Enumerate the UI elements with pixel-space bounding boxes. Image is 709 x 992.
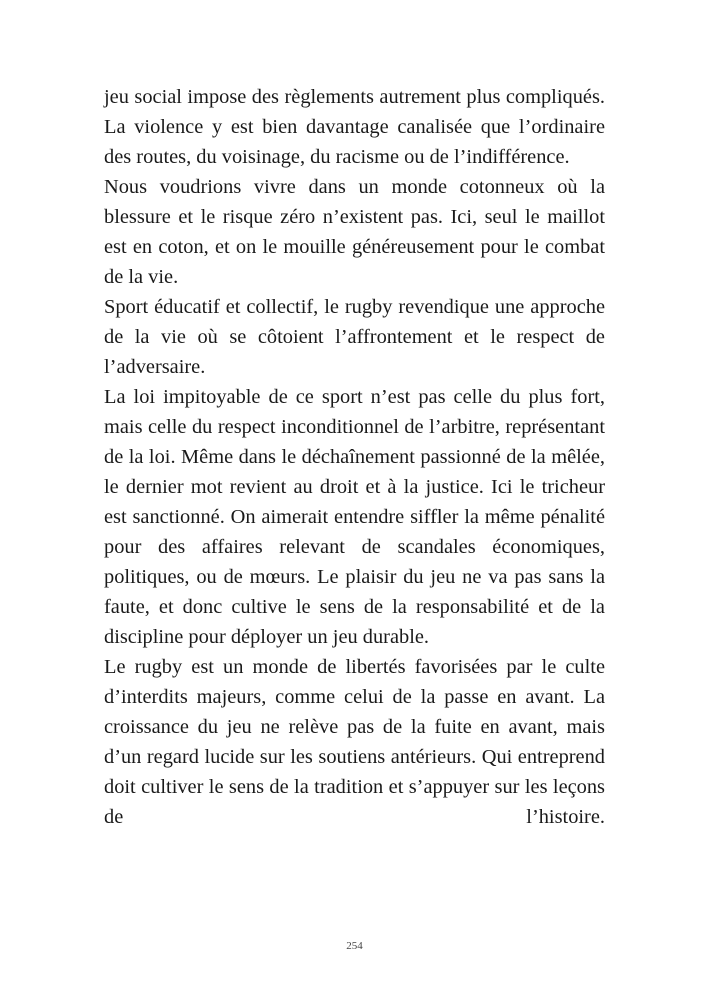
paragraph: jeu social impose des règlements autrement plus compliqués. La violence y est bien davantage canalisée que l’ordinaire des routes, du voisinage, du racisme ou de l’indifférence. bbox=[104, 86, 605, 168]
body-text bbox=[104, 82, 605, 832]
paragraph: La loi impitoyable de ce sport n’est pas celle du plus fort, mais celle du respect inconditionnel de l’arbitre, représentant de la loi. Même dans le déchaînement passionné de la mêlée, le dernier mot revient au droit et à la justice. Ici le tricheur est sanctionné. On aimerait entendre siffler la même pénalité pour des affaires relevant de scandales économiques, politiques, ou de mœurs. Le plaisir du jeu ne va pas sans la faute, et donc cultive le sens de la responsabilité et de la discipline pour déployer un jeu durable. bbox=[104, 386, 605, 648]
paragraph: Nous voudrions vivre dans un monde cotonneux où la blessure et le risque zéro n’existent pas. Ici, seul le maillot est en coton, et on le mouille généreusement pour le combat de la vie. bbox=[104, 176, 605, 288]
paragraph: Le rugby est un monde de libertés favorisées par le culte d’interdits majeurs, comme celui de la passe en avant. La croissance du jeu ne relève pas de la fuite en avant, mais d’un regard lucide sur les soutiens antérieurs. Qui entreprend doit cultiver le sens de la tradition et s’appuyer sur les leçons de l’histoire. bbox=[104, 656, 605, 828]
paragraph: Sport éducatif et collectif, le rugby revendique une approche de la vie où se côtoient l’affrontement et le respect de l’adversaire. bbox=[104, 296, 605, 378]
page-number: 254 bbox=[346, 940, 363, 952]
